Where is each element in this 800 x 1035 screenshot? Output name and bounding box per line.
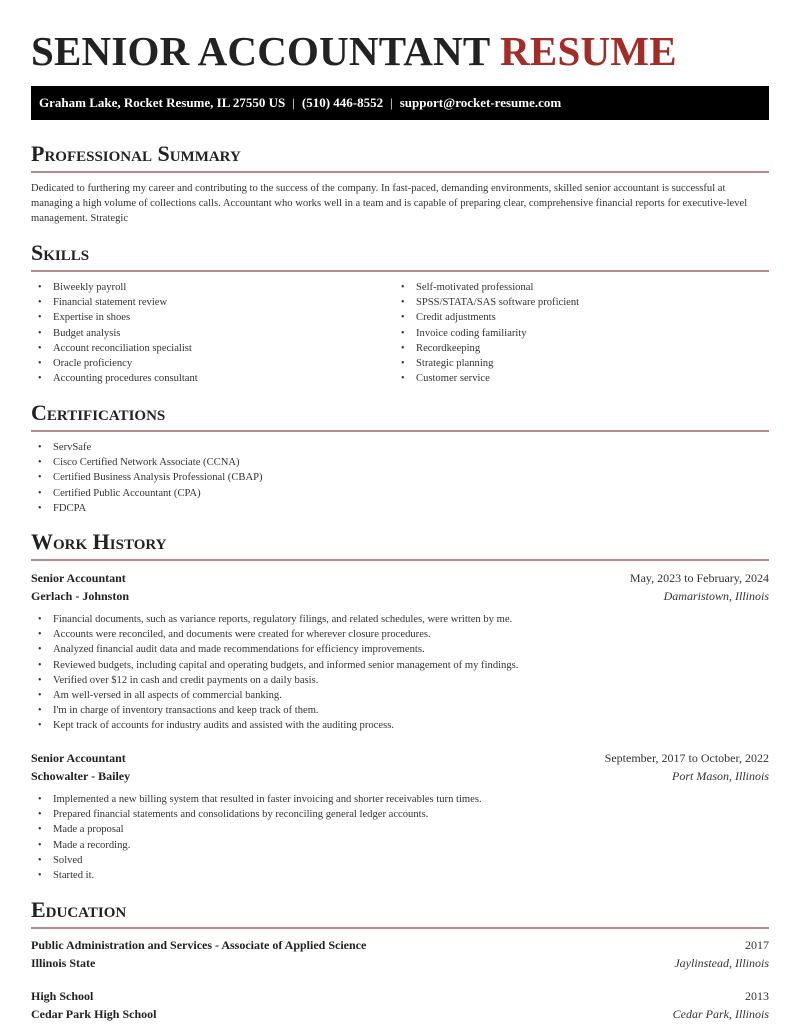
resume-title bbox=[31, 28, 677, 74]
job-title: Senior Accountant bbox=[31, 571, 126, 585]
title-main: SENIOR ACCOUNTANT bbox=[31, 28, 490, 74]
skill-item: • SPSS/STATA/SAS software proficient bbox=[394, 295, 579, 310]
job-bullet: • Solved bbox=[31, 853, 482, 868]
education-year: 2013 bbox=[745, 989, 769, 1003]
job-bullet: • Started it. bbox=[31, 868, 482, 883]
job-bullet: • Verified over $12 in cash and credit payments on a daily basis. bbox=[31, 673, 518, 688]
job-company-row bbox=[31, 587, 769, 605]
skill-item: • Financial statement review bbox=[31, 295, 198, 310]
summary-text: Dedicated to furthering my career and contributing to the success of the company. In fast-paced, demanding environments, skilled senior accountant is successful at managing a high volume of collections calls. Accountant who works well in a team and is capable of preparing clear, comprehensive financial reports for executive-level management. Strategic bbox=[31, 183, 748, 225]
job-bullet: • Made a recording. bbox=[31, 838, 482, 853]
job-bullet: • Accounts were reconciled, and documents were created for wherever closure procedures. bbox=[31, 627, 518, 642]
title-accent: RESUME bbox=[500, 28, 677, 74]
section-divider bbox=[31, 171, 769, 173]
section-heading-skills: Skills bbox=[31, 240, 90, 265]
skill-item: • Biweekly payroll bbox=[31, 280, 198, 295]
job-bullet: • Prepared financial statements and consolidations by reconciling general ledger accounts. bbox=[31, 807, 482, 822]
skill-item: • Budget analysis bbox=[31, 326, 198, 341]
section-heading-summary: Professional Summary bbox=[31, 141, 241, 166]
section-heading-certifications: Certifications bbox=[31, 400, 166, 425]
section-divider bbox=[31, 270, 769, 272]
separator: | bbox=[390, 95, 393, 110]
contact-phone[interactable]: (510) 446-8552 bbox=[301, 95, 384, 110]
skill-item: • Accounting procedures consultant bbox=[31, 371, 198, 386]
certification-item: • ServSafe bbox=[31, 440, 263, 455]
job-bullet: • Implemented a new billing system that resulted in faster invoicing and shorter receivables turn times. bbox=[31, 792, 482, 807]
section-heading-work-history: Work History bbox=[31, 529, 167, 554]
section-divider bbox=[31, 430, 769, 432]
contact-email[interactable]: support@rocket-resume.com bbox=[399, 95, 562, 110]
certification-item: • Certified Public Accountant (CPA) bbox=[31, 486, 263, 501]
skills-list-left bbox=[31, 280, 198, 386]
education-location: Jaylinstead, Illinois bbox=[674, 956, 769, 970]
skill-item: • Credit adjustments bbox=[394, 310, 579, 325]
skill-item: • Self-motivated professional bbox=[394, 280, 579, 295]
skill-item: • Invoice coding familiarity bbox=[394, 326, 579, 341]
education-school-row bbox=[31, 954, 769, 972]
job-location: Damaristown, Illinois bbox=[663, 589, 769, 603]
education-degree-row bbox=[31, 936, 769, 954]
skill-item: • Expertise in shoes bbox=[31, 310, 198, 325]
education-degree-row bbox=[31, 987, 769, 1005]
job-title: Senior Accountant bbox=[31, 751, 126, 765]
education-school-row bbox=[31, 1005, 769, 1023]
job-bullet: • Made a proposal bbox=[31, 822, 482, 837]
certification-item: • Certified Business Analysis Professional (CBAP) bbox=[31, 470, 263, 485]
education-school: Illinois State bbox=[31, 956, 96, 970]
job-bullet: • Financial documents, such as variance reports, regulatory filings, and related schedules, were written by me. bbox=[31, 612, 518, 627]
education-degree: Public Administration and Services - Associate of Applied Science bbox=[31, 938, 367, 952]
job-dates: September, 2017 to October, 2022 bbox=[604, 751, 769, 765]
job-location: Port Mason, Illinois bbox=[671, 769, 769, 783]
job-bullet: • Reviewed budgets, including capital and operating budgets, and informed senior management of my findings. bbox=[31, 658, 518, 673]
education-year: 2017 bbox=[745, 938, 769, 952]
skills-list-right bbox=[394, 280, 579, 386]
skill-item: • Customer service bbox=[394, 371, 579, 386]
job-company: Gerlach - Johnston bbox=[31, 589, 130, 603]
job-header-row bbox=[31, 569, 769, 587]
skill-item: • Strategic planning bbox=[394, 356, 579, 371]
contact-bar bbox=[31, 86, 769, 120]
education-degree: High School bbox=[31, 989, 94, 1003]
job-company-row bbox=[31, 767, 769, 785]
job-dates: May, 2023 to February, 2024 bbox=[629, 571, 769, 585]
section-divider bbox=[31, 927, 769, 929]
section-divider bbox=[31, 559, 769, 561]
section-heading-education: Education bbox=[31, 897, 127, 922]
education-school: Cedar Park High School bbox=[31, 1007, 157, 1021]
job-bullets bbox=[31, 792, 482, 883]
certification-item: • FDCPA bbox=[31, 501, 263, 516]
skill-item: • Oracle proficiency bbox=[31, 356, 198, 371]
job-bullets bbox=[31, 612, 518, 734]
skill-item: • Recordkeeping bbox=[394, 341, 579, 356]
job-bullet: • I'm in charge of inventory transactions and keep track of them. bbox=[31, 703, 518, 718]
job-header-row bbox=[31, 749, 769, 767]
education-location: Cedar Park, Illinois bbox=[672, 1007, 769, 1021]
job-company: Schowalter - Bailey bbox=[31, 769, 131, 783]
job-bullet: • Analyzed financial audit data and made recommendations for efficiency improvements. bbox=[31, 642, 518, 657]
certification-item: • Cisco Certified Network Associate (CCNA) bbox=[31, 455, 263, 470]
contact-address: Graham Lake, Rocket Resume, IL 27550 US bbox=[39, 95, 286, 110]
separator: | bbox=[292, 95, 295, 110]
job-bullet: • Kept track of accounts for industry audits and assisted with the auditing process. bbox=[31, 718, 518, 733]
certifications-list bbox=[31, 440, 263, 516]
skill-item: • Account reconciliation specialist bbox=[31, 341, 198, 356]
job-bullet: • Am well-versed in all aspects of commercial banking. bbox=[31, 688, 518, 703]
